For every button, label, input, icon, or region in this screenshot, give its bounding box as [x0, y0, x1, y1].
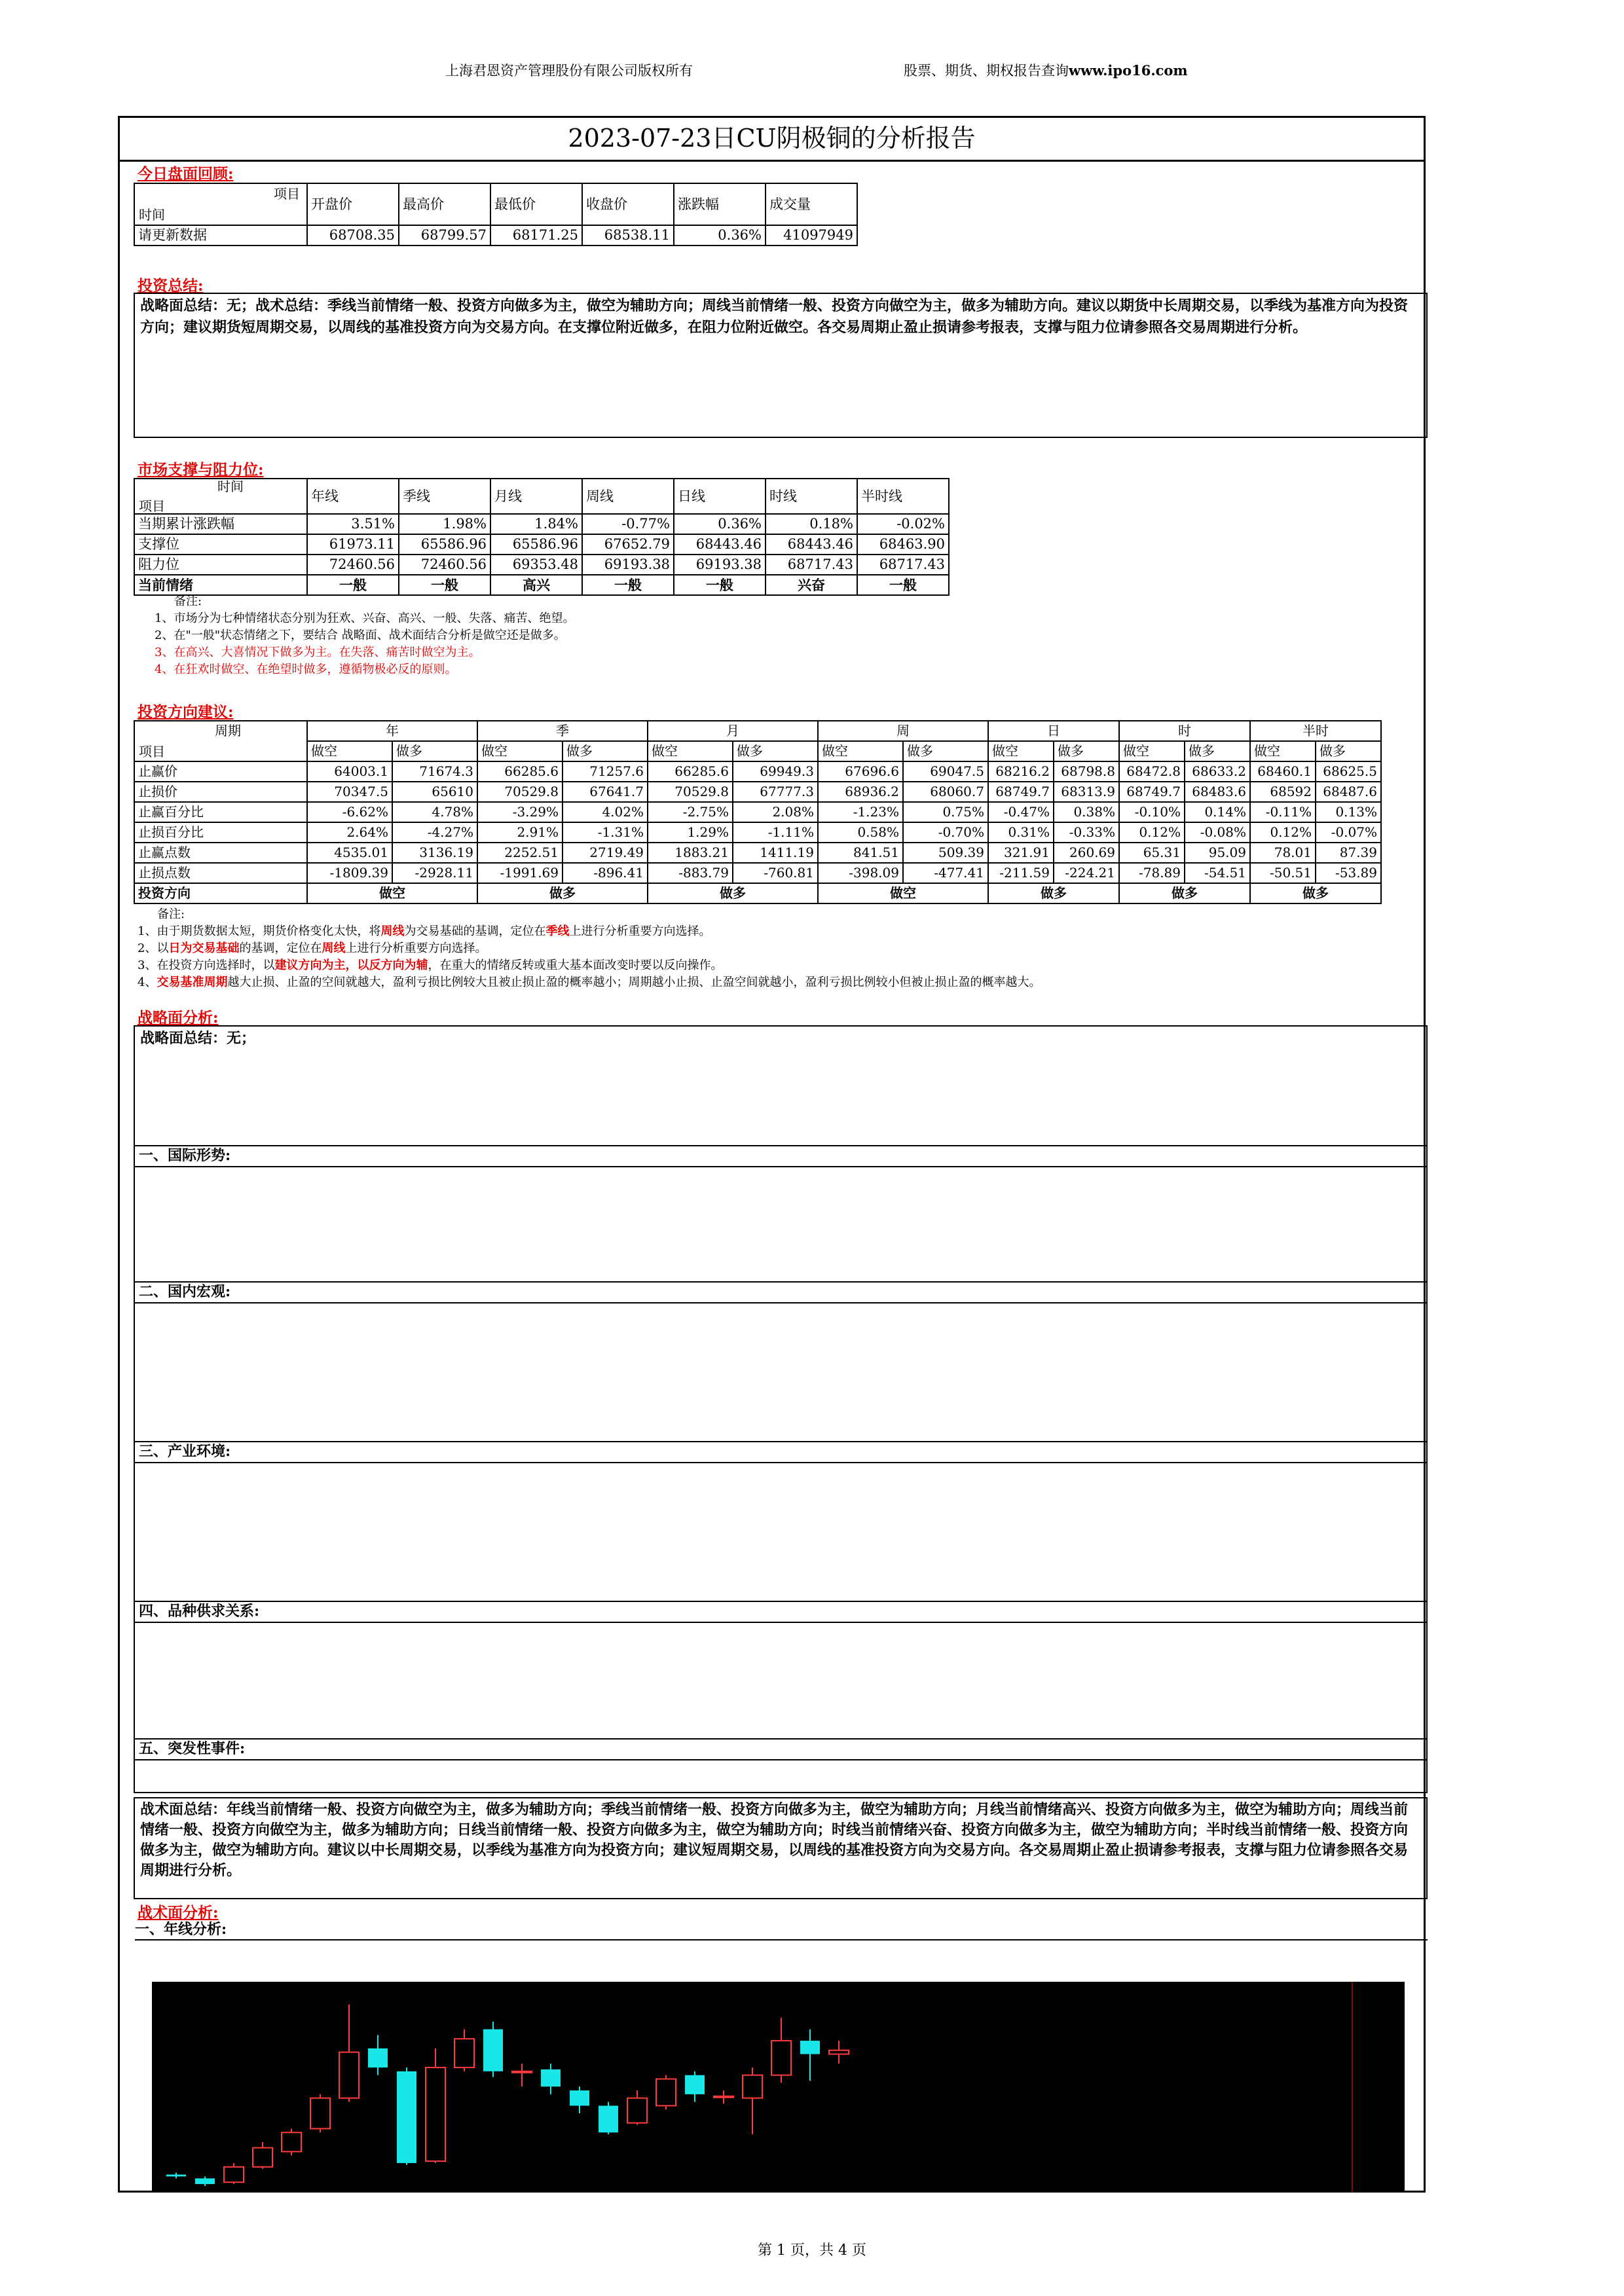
support-value: 69193.38: [582, 555, 674, 575]
note-line: 2、以日为交易基础的基调，定位在周线上进行分析重要方向选择。: [138, 941, 487, 955]
direction-value: 做多: [477, 883, 648, 903]
support-header: 月线: [490, 479, 582, 514]
advice-value: -477.41: [903, 863, 988, 883]
advice-subheader: 做空: [818, 741, 903, 761]
advice-value: 321.91: [988, 843, 1054, 863]
advice-value: 66285.6: [648, 761, 733, 782]
copyright-header: 上海君恩资产管理股份有限公司版权所有: [445, 63, 693, 79]
advice-subheader: 做多: [563, 741, 648, 761]
advice-row-label: 止损价: [134, 782, 307, 802]
support-row-label: 当期累计涨跌幅: [134, 514, 307, 534]
advice-value: 87.39: [1316, 843, 1381, 863]
advice-row-label: 止赢点数: [134, 843, 307, 863]
strategy-box: [134, 1025, 1428, 1793]
advice-value: 2.08%: [733, 802, 818, 822]
advice-value: 65.31: [1119, 843, 1185, 863]
note-line: 1、市场分为七种情绪状态分别为狂欢、兴奋、高兴、一般、失落、痛苦、绝望。: [155, 611, 575, 625]
support-value: 1.84%: [490, 514, 582, 534]
notes-title: 备注:: [157, 907, 185, 921]
site-header-prefix: 股票、期货、期权报告查询: [904, 63, 1069, 79]
review-section-title: 今日盘面回顾:: [138, 165, 234, 183]
report-title: 2023-07-23日CU阴极铜的分析报告: [118, 116, 1426, 162]
investment-summary-box: [134, 293, 1428, 438]
advice-subheader: 做空: [1119, 741, 1185, 761]
advice-value: 2252.51: [477, 843, 563, 863]
candle-body: [685, 2075, 705, 2094]
advice-value: 66285.6: [477, 761, 563, 782]
support-row-label: 支撑位: [134, 534, 307, 555]
advice-value: 71674.3: [392, 761, 477, 782]
support-value: 0.36%: [674, 514, 766, 534]
review-diag-cell: [134, 183, 307, 225]
candle-body: [224, 2167, 244, 2182]
advice-value: -78.89: [1119, 863, 1185, 883]
mood-value: 一般: [582, 575, 674, 595]
advice-subheader: 做多: [392, 741, 477, 761]
advice-value: -0.33%: [1054, 822, 1119, 843]
candle-body: [743, 2075, 762, 2098]
advice-row-label: 止损点数: [134, 863, 307, 883]
advice-value: 65610: [392, 782, 477, 802]
review-header: 成交量: [766, 183, 857, 225]
advice-value: -211.59: [988, 863, 1054, 883]
support-value: -0.02%: [857, 514, 949, 534]
advice-table: [134, 720, 1382, 904]
support-value: 72460.56: [307, 555, 399, 575]
advice-value: -0.11%: [1250, 802, 1316, 822]
mood-value: 一般: [674, 575, 766, 595]
advice-value: 68472.8: [1119, 761, 1185, 782]
review-value: 68538.11: [582, 225, 674, 246]
support-table: [134, 478, 950, 596]
advice-value: 509.39: [903, 843, 988, 863]
support-value: 68443.46: [766, 534, 857, 555]
tactics-summary-box: [134, 1797, 1428, 1899]
candle-body: [282, 2132, 301, 2151]
support-section-title: 市场支撑与阻力位:: [138, 461, 264, 479]
review-value: 68171.25: [490, 225, 582, 246]
period-header: 半时: [1250, 721, 1381, 741]
advice-notes: [138, 906, 1041, 991]
note-line: 4、交易基准周期越大止损、止盈的空间就越大，盈利亏损比例较大且被止损止盈的概率越小；周期越小止损、止盈空间就越小，盈利亏损比例较小但被止损止盈的概率越大。: [138, 975, 1041, 989]
note-line: 4、在狂欢时做空、在绝望时做多，遵循物极必反的原则。: [155, 663, 457, 676]
advice-value: -224.21: [1054, 863, 1119, 883]
support-value: 3.51%: [307, 514, 399, 534]
advice-subheader: 做空: [1250, 741, 1316, 761]
candlestick-svg: [152, 1982, 1405, 2193]
advice-value: 68633.2: [1185, 761, 1250, 782]
support-value: 65586.96: [399, 534, 490, 555]
advice-value: -1809.39: [307, 863, 392, 883]
advice-value: -53.89: [1316, 863, 1381, 883]
advice-subheader: 做空: [307, 741, 392, 761]
tactics-section-title: 战术面分析:: [138, 1904, 219, 1922]
advice-value: 2719.49: [563, 843, 648, 863]
advice-value: -0.07%: [1316, 822, 1381, 843]
advice-value: -0.70%: [903, 822, 988, 843]
support-value: 69353.48: [490, 555, 582, 575]
direction-value: 做多: [648, 883, 818, 903]
candle-body: [310, 2098, 330, 2129]
advice-value: -2.75%: [648, 802, 733, 822]
advice-value: 260.69: [1054, 843, 1119, 863]
strategy-summary: 战略面总结：无；: [140, 1030, 256, 1047]
advice-value: 4535.01: [307, 843, 392, 863]
advice-value: 68487.6: [1316, 782, 1381, 802]
note-line: 1、由于期货数据太短，期货价格变化太快，将周线为交易基础的基调，定位在季线上进行分析重要方向选择。: [138, 924, 711, 938]
mood-value: 一般: [857, 575, 949, 595]
period-header: 日: [988, 721, 1119, 741]
diag-top-label: 项目: [274, 186, 300, 202]
support-value: 68443.46: [674, 534, 766, 555]
review-header: 最低价: [490, 183, 582, 225]
support-header: 时线: [766, 479, 857, 514]
advice-row-label: 止赢价: [134, 761, 307, 782]
advice-value: 69949.3: [733, 761, 818, 782]
advice-value: 3136.19: [392, 843, 477, 863]
advice-value: 64003.1: [307, 761, 392, 782]
advice-value: 68216.2: [988, 761, 1054, 782]
support-header: 季线: [399, 479, 490, 514]
mood-value: 一般: [307, 575, 399, 595]
diag-top-label: 时间: [217, 479, 244, 494]
site-header-url[interactable]: www.ipo16.com: [1069, 62, 1188, 79]
candle-body: [829, 2050, 849, 2054]
support-value: 72460.56: [399, 555, 490, 575]
advice-value: -1991.69: [477, 863, 563, 883]
advice-value: 67696.6: [818, 761, 903, 782]
advice-value: 4.78%: [392, 802, 477, 822]
support-diag-cell: [134, 479, 307, 514]
advice-value: 2.64%: [307, 822, 392, 843]
advice-value: 67777.3: [733, 782, 818, 802]
advice-subheader: 做空: [648, 741, 733, 761]
advice-value: -4.27%: [392, 822, 477, 843]
direction-value: 做多: [988, 883, 1119, 903]
period-header: 月: [648, 721, 818, 741]
advice-value: 68483.6: [1185, 782, 1250, 802]
advice-value: 2.91%: [477, 822, 563, 843]
strategy-subsection: 四、品种供求关系:: [134, 1601, 1428, 1623]
advice-value: 0.31%: [988, 822, 1054, 843]
support-value: -0.77%: [582, 514, 674, 534]
candle-body: [714, 2096, 733, 2098]
advice-value: 1411.19: [733, 843, 818, 863]
advice-value: -0.47%: [988, 802, 1054, 822]
review-header: 开盘价: [307, 183, 399, 225]
investment-summary-text: 战略面总结：无；战术总结：季线当前情绪一般、投资方向做多为主，做空为辅助方向；周线当前情绪一般、投资方向做空为主，做多为辅助方向。建议以期货中长周期交易，以季线为基准方向为投资方向；建议期货短周期交易，以周线的基准投资方向为交易方向。在支撑位附近做多，在阻力位附近做空。各交易周期止盈止损请参考报表，支撑与阻力位请参照各交易周期进行分析。: [140, 297, 1409, 336]
advice-value: 67641.7: [563, 782, 648, 802]
advice-value: 1.29%: [648, 822, 733, 843]
period-header: 周: [818, 721, 988, 741]
candle-body: [195, 2178, 215, 2184]
advice-value: -0.10%: [1119, 802, 1185, 822]
note-line: 3、在高兴、大喜情况下做多为主。在失落、痛苦时做空为主。: [155, 646, 481, 659]
investment-summary-title: 投资总结:: [138, 277, 204, 295]
support-value: 65586.96: [490, 534, 582, 555]
diag-bottom-label: 项目: [139, 744, 165, 759]
support-value: 68717.43: [857, 555, 949, 575]
strategy-subsection: 三、产业环境:: [134, 1441, 1428, 1463]
advice-value: -0.08%: [1185, 822, 1250, 843]
strategy-subsection: 五、突发性事件:: [134, 1738, 1428, 1760]
period-header: 季: [477, 721, 648, 741]
advice-subheader: 做多: [1054, 741, 1119, 761]
advice-subheader: 做多: [1316, 741, 1381, 761]
period-header: 年: [307, 721, 477, 741]
mood-value: 兴奋: [766, 575, 857, 595]
review-header: 最高价: [399, 183, 490, 225]
advice-subheader: 做空: [988, 741, 1054, 761]
note-line: 2、在"一般"状态情绪之下，要结合 战略面、战术面结合分析是做空还是做多。: [155, 629, 566, 642]
advice-value: 0.13%: [1316, 802, 1381, 822]
support-header: 年线: [307, 479, 399, 514]
strategy-subsection: 一、国际形势:: [134, 1145, 1428, 1167]
year-analysis-title: 一、年线分析:: [135, 1920, 1428, 1941]
review-header: 涨跌幅: [674, 183, 766, 225]
advice-value: 841.51: [818, 843, 903, 863]
candle-body: [512, 2071, 532, 2073]
advice-value: 0.75%: [903, 802, 988, 822]
advice-value: -50.51: [1250, 863, 1316, 883]
advice-value: 68313.9: [1054, 782, 1119, 802]
period-header: 时: [1119, 721, 1250, 741]
advice-value: 68592: [1250, 782, 1316, 802]
advice-row-label: 止损百分比: [134, 822, 307, 843]
advice-value: 0.12%: [1119, 822, 1185, 843]
advice-value: 68625.5: [1316, 761, 1381, 782]
mood-value: 高兴: [490, 575, 582, 595]
advice-value: -398.09: [818, 863, 903, 883]
advice-value: -760.81: [733, 863, 818, 883]
advice-value: 68749.7: [988, 782, 1054, 802]
advice-subheader: 做多: [733, 741, 818, 761]
advice-value: 70529.8: [477, 782, 563, 802]
review-value: 41097949: [766, 225, 857, 246]
advice-value: -1.11%: [733, 822, 818, 843]
advice-value: 68060.7: [903, 782, 988, 802]
page-footer: 第 1 页，共 4 页: [758, 2242, 866, 2259]
notes-title: 备注:: [174, 594, 202, 608]
review-value: 68799.57: [399, 225, 490, 246]
strategy-subsection: 二、国内宏观:: [134, 1281, 1428, 1303]
candle-body: [656, 2079, 676, 2105]
support-value: 61973.11: [307, 534, 399, 555]
advice-value: 78.01: [1250, 843, 1316, 863]
advice-value: -6.62%: [307, 802, 392, 822]
advice-value: 0.58%: [818, 822, 903, 843]
direction-value: 做空: [818, 883, 988, 903]
advice-value: 69047.5: [903, 761, 988, 782]
advice-value: 4.02%: [563, 802, 648, 822]
advice-value: -896.41: [563, 863, 648, 883]
candle-body: [599, 2105, 618, 2132]
support-value: 1.98%: [399, 514, 490, 534]
candle-body: [339, 2052, 359, 2098]
direction-value: 做空: [307, 883, 477, 903]
advice-value: 70347.5: [307, 782, 392, 802]
advice-value: 68798.8: [1054, 761, 1119, 782]
candle-body: [368, 2049, 388, 2068]
advice-value: -1.23%: [818, 802, 903, 822]
support-value: 0.18%: [766, 514, 857, 534]
support-row-label: 阻力位: [134, 555, 307, 575]
advice-value: 0.14%: [1185, 802, 1250, 822]
advice-subheader: 做多: [1185, 741, 1250, 761]
advice-value: -2928.11: [392, 863, 477, 883]
mood-value: 一般: [399, 575, 490, 595]
advice-value: 95.09: [1185, 843, 1250, 863]
review-header: 收盘价: [582, 183, 674, 225]
advice-diag-cell: [134, 721, 307, 761]
review-row-label: 请更新数据: [134, 225, 307, 246]
advice-section-title: 投资方向建议:: [138, 703, 234, 721]
year-candlestick-chart: [152, 1982, 1405, 2193]
candle-body: [253, 2148, 272, 2167]
direction-value: 做多: [1119, 883, 1250, 903]
tactics-summary-text: 战术面总结：年线当前情绪一般、投资方向做空为主，做多为辅助方向；季线当前情绪一般、投资方向做多为主，做空为辅助方向；月线当前情绪高兴、投资方向做多为主，做空为辅助方向；周线当前情绪一般、投资方向做空为主，做多为辅助方向；日线当前情绪一般、投资方向做多为主，做空为辅助方向；时线当前情绪兴奋、投资方向做多为主，做空为辅助方向；半时线当前情绪一般、投资方向做多为主，做空为辅助方向。建议以中长周期交易，以季线为基准方向为投资方向；建议短周期交易，以周线的基准投资方向为交易方向。各交易周期止盈止损请参考报表，支撑与阻力位请参照各交易周期进行分析。: [140, 1801, 1409, 1879]
support-header: 日线: [674, 479, 766, 514]
review-value: 68708.35: [307, 225, 399, 246]
review-table: [134, 183, 858, 246]
direction-label: 投资方向: [134, 883, 307, 903]
advice-value: -1.31%: [563, 822, 648, 843]
candle-body: [426, 2068, 445, 2161]
advice-value: 68936.2: [818, 782, 903, 802]
advice-value: 68749.7: [1119, 782, 1185, 802]
advice-value: 71257.6: [563, 761, 648, 782]
candle-body: [771, 2041, 791, 2075]
candle-body: [541, 2069, 561, 2086]
note-line: 3、在投资方向选择时，以建议方向为主，以反方向为辅，在重大的情绪反转或重大基本面改变时要以反向操作。: [138, 958, 723, 972]
candle-body: [166, 2174, 186, 2176]
advice-value: 0.12%: [1250, 822, 1316, 843]
candle-body: [627, 2098, 647, 2123]
review-value: 0.36%: [674, 225, 766, 246]
candle-body: [454, 2039, 474, 2068]
advice-value: 1883.21: [648, 843, 733, 863]
support-header: 半时线: [857, 479, 949, 514]
advice-value: -3.29%: [477, 802, 563, 822]
strategy-section-title: 战略面分析:: [138, 1009, 219, 1027]
candle-body: [570, 2090, 589, 2105]
candle-body: [483, 2030, 503, 2071]
diag-bottom-label: 项目: [139, 498, 165, 514]
diag-bottom-label: 时间: [139, 207, 165, 223]
support-value: 67652.79: [582, 534, 674, 555]
mood-label: 当前情绪: [134, 575, 307, 595]
support-value: 68463.90: [857, 534, 949, 555]
support-notes: [155, 593, 574, 678]
site-header: [904, 60, 1188, 80]
advice-value: 70529.8: [648, 782, 733, 802]
diag-top-label: 周期: [215, 723, 241, 738]
advice-value: -54.51: [1185, 863, 1250, 883]
advice-subheader: 做空: [477, 741, 563, 761]
support-value: 69193.38: [674, 555, 766, 575]
advice-subheader: 做多: [903, 741, 988, 761]
candle-body: [800, 2041, 820, 2054]
advice-value: 0.38%: [1054, 802, 1119, 822]
advice-row-label: 止赢百分比: [134, 802, 307, 822]
advice-value: -883.79: [648, 863, 733, 883]
candle-body: [397, 2071, 416, 2163]
advice-value: 68460.1: [1250, 761, 1316, 782]
support-header: 周线: [582, 479, 674, 514]
support-value: 68717.43: [766, 555, 857, 575]
direction-value: 做多: [1250, 883, 1381, 903]
